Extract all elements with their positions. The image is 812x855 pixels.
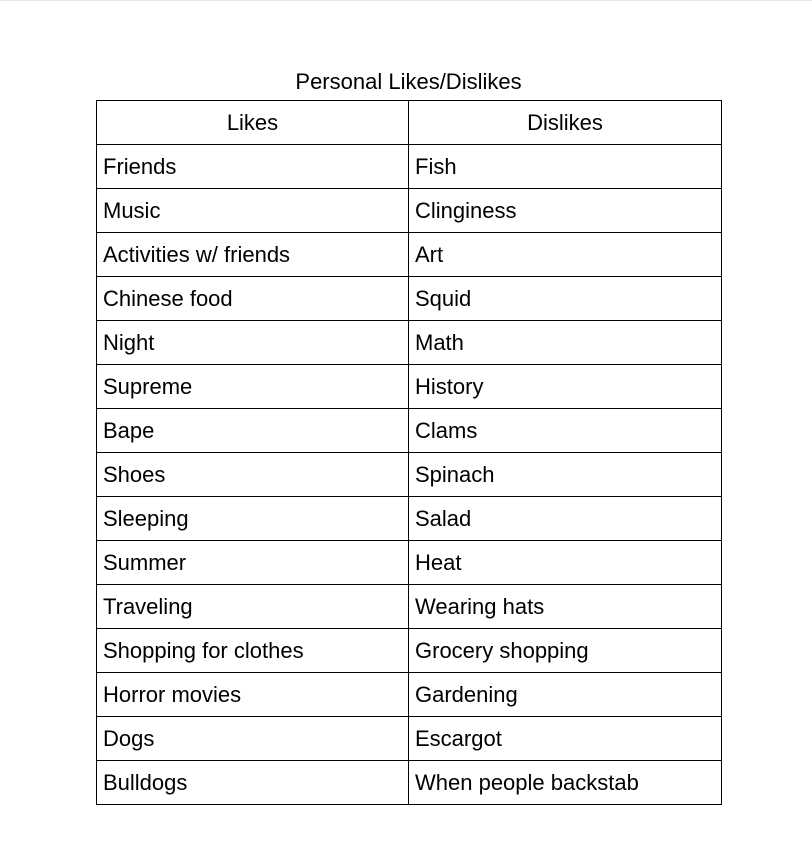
document-title: Personal Likes/Dislikes (295, 69, 522, 94)
table-row (97, 629, 722, 673)
dislike-cell: Fish (409, 145, 722, 189)
like-cell: Summer (97, 541, 409, 585)
dislike-cell: Gardening (409, 673, 722, 717)
dislike-cell: Squid (409, 277, 722, 321)
dislike-cell: Salad (409, 497, 722, 541)
table-row (97, 145, 722, 189)
likes-dislikes-table (96, 100, 722, 805)
table-row (97, 321, 722, 365)
like-cell: Traveling (97, 585, 409, 629)
like-cell: Bulldogs (97, 761, 409, 805)
like-cell: Shoes (97, 453, 409, 497)
dislike-cell: Math (409, 321, 722, 365)
like-cell: Chinese food (97, 277, 409, 321)
table-row (97, 453, 722, 497)
dislike-cell: Spinach (409, 453, 722, 497)
table-row (97, 717, 722, 761)
dislike-cell: Grocery shopping (409, 629, 722, 673)
dislike-cell: Art (409, 233, 722, 277)
table-row (97, 497, 722, 541)
table-row (97, 541, 722, 585)
like-cell: Night (97, 321, 409, 365)
like-cell: Dogs (97, 717, 409, 761)
dislike-cell: History (409, 365, 722, 409)
column-header-likes: Likes (97, 101, 409, 145)
like-cell: Music (97, 189, 409, 233)
dislike-cell: Escargot (409, 717, 722, 761)
dislike-cell: Clinginess (409, 189, 722, 233)
table-row (97, 409, 722, 453)
like-cell: Sleeping (97, 497, 409, 541)
table-header-row (97, 101, 722, 145)
like-cell: Friends (97, 145, 409, 189)
column-header-dislikes: Dislikes (409, 101, 722, 145)
dislike-cell: When people backstab (409, 761, 722, 805)
table-row (97, 233, 722, 277)
like-cell: Shopping for clothes (97, 629, 409, 673)
table-row (97, 365, 722, 409)
table-row (97, 585, 722, 629)
dislike-cell: Heat (409, 541, 722, 585)
like-cell: Horror movies (97, 673, 409, 717)
dislike-cell: Wearing hats (409, 585, 722, 629)
dislike-cell: Clams (409, 409, 722, 453)
table-row (97, 761, 722, 805)
table-row (97, 189, 722, 233)
table-row (97, 673, 722, 717)
like-cell: Bape (97, 409, 409, 453)
like-cell: Activities w/ friends (97, 233, 409, 277)
page-top-divider (0, 0, 812, 1)
like-cell: Supreme (97, 365, 409, 409)
table-row (97, 277, 722, 321)
